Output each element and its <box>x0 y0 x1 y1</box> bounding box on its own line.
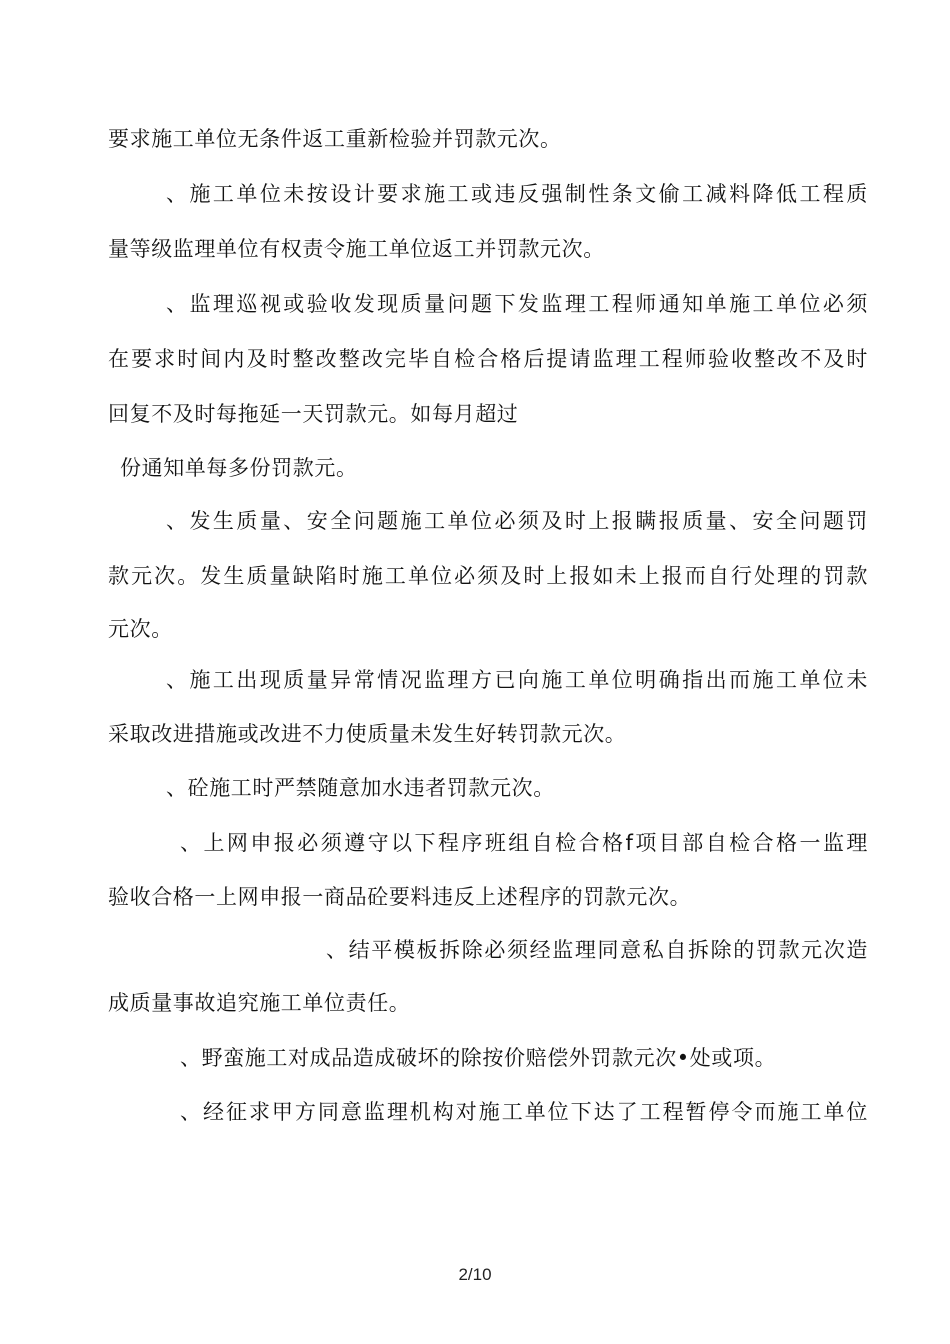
text-line: 款元次。发生质量缺陷时施工单位必须及时上报如未上报而自行处理的罚款 <box>108 564 868 588</box>
text-line: 、野蛮施工对成品造成破坏的除按价赔偿外罚款元次•处或项。 <box>180 1046 777 1070</box>
text-line: 、监理巡视或验收发现质量问题下发监理工程师通知单施工单位必须 <box>166 292 868 316</box>
text-line: 在要求时间内及时整改整改完毕自检合格后提请监理工程师验收整改不及时 <box>108 347 868 371</box>
text-line: 、施工单位未按设计要求施工或违反强制性条文偷工减料降低工程质 <box>166 182 868 206</box>
text-line: 、上网申报必须遵守以下程序班组自检合格f项目部自检合格一监理 <box>180 831 868 855</box>
text-line: 量等级监理单位有权责令施工单位返工并罚款元次。 <box>108 237 605 261</box>
text-line: 回复不及时每拖延一天罚款元。如每月超过 <box>108 402 519 426</box>
text-line: 验收合格一上网申报一商品砼要料违反上述程序的罚款元次。 <box>108 885 692 909</box>
text-line: 、结平模板拆除必须经监理同意私自拆除的罚款元次造 <box>326 938 868 962</box>
text-line: 、施工出现质量异常情况监理方已向施工单位明确指出而施工单位未 <box>166 668 868 692</box>
text-line: 元次。 <box>108 617 173 641</box>
text-line: 成质量事故追究施工单位责任。 <box>108 991 411 1015</box>
text-line: 要求施工单位无条件返工重新检验并罚款元次。 <box>108 127 562 151</box>
text-line: 份通知单每多份罚款元。 <box>120 456 358 480</box>
text-line: 、砼施工时严禁随意加水违者罚款元次。 <box>166 776 555 800</box>
text-line: 、发生质量、安全问题施工单位必须及时上报瞒报质量、安全问题罚 <box>166 509 868 533</box>
text-line: 、经征求甲方同意监理机构对施工单位下达了工程暂停令而施工单位 <box>180 1100 868 1124</box>
text-line: 采取改进措施或改进不力使质量未发生好转罚款元次。 <box>108 722 627 746</box>
page-number: 2/10 <box>458 1265 492 1284</box>
